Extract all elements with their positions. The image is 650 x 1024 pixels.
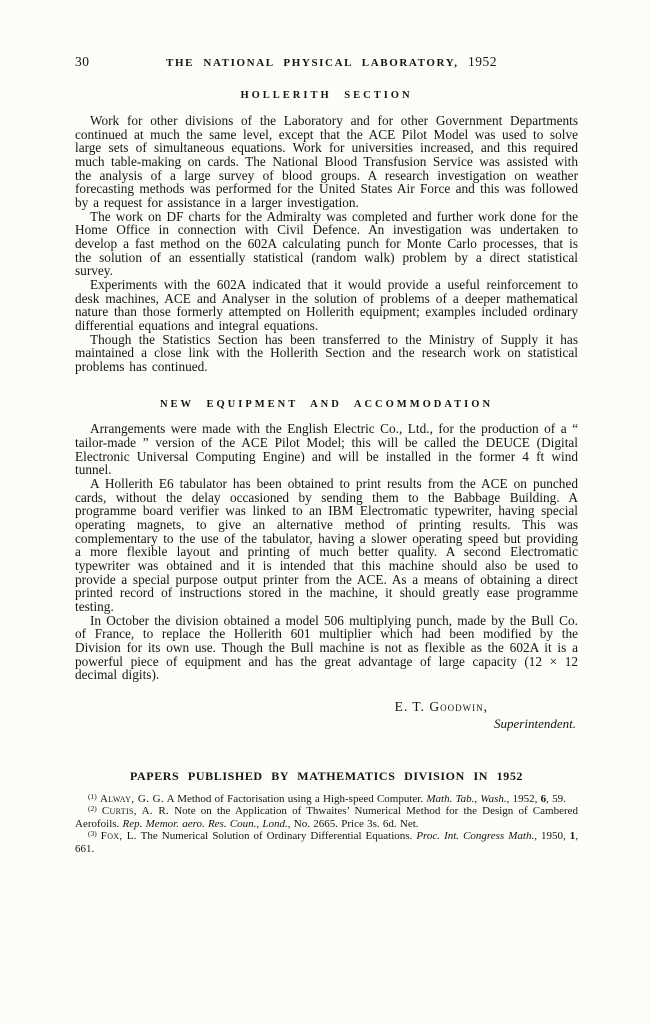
reference-title: A Method of Factorisation using a High-speed Computer. <box>166 792 424 805</box>
reference-pages: , 59. <box>546 792 566 805</box>
reference-item-2 <box>75 805 578 830</box>
reference-journal: Math. Tab., Wash., <box>426 792 510 805</box>
paragraph-hollerith-4: Though the Statistics Section has been transferred to the Ministry of Supply it has maintained a close link with the Hollerith Section and the research work on statistical problems has continued. <box>75 331 578 374</box>
reference-journal: Rep. Memor. aero. Res. Coun., Lond., <box>122 817 291 830</box>
section-heading-new-equipment: NEW EQUIPMENT AND ACCOMMODATION <box>159 399 494 411</box>
reference-author: Alway, G. G. <box>100 792 164 805</box>
running-header <box>75 54 578 71</box>
reference-title: The Numerical Solution of Ordinary Differential Equations. <box>140 830 413 843</box>
reference-title: Note on the Application of Thwaites’ Numerical Method for the Design of Cambered Aerofoils. <box>75 805 578 830</box>
paragraph-equipment-1: Arrangements were made with the English Electric Co., Ltd., for the production of a “ tailor-made ” version of the ACE Pilot Model; this will be called the DEUCE (Digital Electronic Universal Computing Engine) and will be installed in the former 4 ft wind tunnel. <box>75 421 578 478</box>
reference-journal: Proc. Int. Congress Math., <box>416 830 537 843</box>
signature-block <box>75 699 578 732</box>
reference-author: Curtis, A. R. <box>101 805 170 818</box>
reference-info: 1952, <box>512 792 538 805</box>
paragraph-equipment-2: A Hollerith E6 tabulator has been obtained to print results from the ACE on punched cards, without the delay occasioned by sending them to the Babbage Building. A programme board verifier was linked to an IBM Electromatic typewriter, having special operating magnets, to give an alternative method of printing results. This was complementary to the use of the tabulator, having a slower operating speed but providing a more flexible layout and printing of much better quality. A second Electromatic typewriter was obtained and it is intended that this machine should also be used to provide a special purpose output printer from the ACE. As a means of obtaining a direct printed record of instructions stored in the machine, it should greatly ease programme testing. <box>75 476 578 614</box>
running-head-title <box>75 54 578 70</box>
page-number: 30 <box>75 54 90 69</box>
reference-item-1 <box>75 793 578 805</box>
paragraph-hollerith-2: The work on DF charts for the Admiralty was completed and further work done for the Home Office in connection with Civil Defence. An investigation was undertaken to develop a fast method on the 602A calculating punch for Monte Carlo processes, that is the solution of an essentially statistical (random walk) problem by a direct statistical survey. <box>75 208 578 279</box>
running-head-year: 1952 <box>467 54 497 69</box>
paragraph-hollerith-1: Work for other divisions of the Laboratory and for other Government Departments continued at much the same level, except that the ACE Pilot Model was used to solve large sets of simultaneous equations. Work for universities increased, and this required much table-making on cards. The National Blood Transfusion Service was assisted with the analysis of a large survey of blood groups. A research investigation on weather forecasting methods was performed for the United States Air Force and this was followed by a request for assistance in a larger investigation. <box>75 113 578 210</box>
signature-role: Superintendent. <box>494 715 576 731</box>
reference-author: Fox, L. <box>100 830 137 843</box>
reference-marker: (1) <box>88 791 97 801</box>
reference-volume: 6 <box>540 792 547 805</box>
reference-info: 1950, <box>541 830 566 843</box>
section-heading-hollerith: HOLLERITH SECTION <box>240 90 413 101</box>
reference-marker: (3) <box>88 829 97 839</box>
running-head-text: THE NATIONAL PHYSICAL LABORATORY, <box>166 57 459 69</box>
signature-name: E. T. Goodwin, <box>394 698 488 714</box>
reference-item-3 <box>75 830 578 855</box>
reference-pages: , 661. <box>75 830 579 855</box>
papers-heading: PAPERS PUBLISHED BY MATHEMATICS DIVISION IN 1952 <box>129 768 524 783</box>
reference-info: No. 2665. Price 3s. 6d. Net. <box>293 817 419 830</box>
paragraph-equipment-3: In October the division obtained a model 506 multiplying punch, made by the Bull Co. of France, to replace the Hollerith 601 multiplier which had been modified by the Division for its own use. Though the Bull machine is not as flexible as the 602A it is a powerful piece of equipment and has the great advantage of large capacity (12 × 12 decimal digits). <box>75 612 578 683</box>
reference-volume: 1 <box>569 830 576 843</box>
reference-marker: (2) <box>88 804 97 814</box>
paragraph-hollerith-3: Experiments with the 602A indicated that it would provide a useful reinforcement to desk machines, ACE and Analyser in the solution of problems of a deeper mathematical nature than those formerly attempted on Hollerith equipment; examples included ordinary differential equations and integral equations. <box>75 276 578 333</box>
